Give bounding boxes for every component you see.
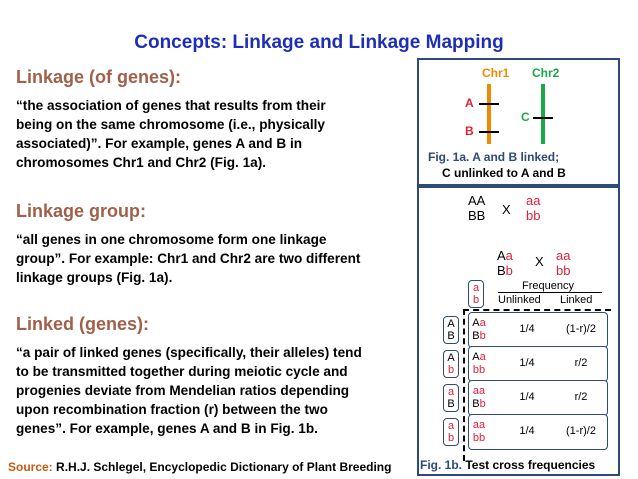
page-title: Concepts: Linkage and Linkage Mapping (134, 32, 504, 53)
section-heading-linkage-group: Linkage group: (16, 201, 146, 221)
gamete-row2-b: b (447, 364, 455, 376)
unlinked-freq-row4: 1/4 (519, 425, 535, 437)
linked-freq-row3: r/2 (574, 391, 588, 403)
body-line: genes”. For example, genes A and B in Fig. 1b. (16, 421, 318, 436)
table-row (468, 380, 608, 416)
fig-1b-caption-text: Test cross frequencies (465, 458, 596, 472)
section-heading-linked-genes: Linked (genes): (16, 314, 150, 334)
f1-genotype (497, 248, 513, 278)
f1-locus-a: Aa (497, 248, 513, 263)
unlinked-freq-row3: 1/4 (519, 391, 535, 403)
test-cross-symbol: X (535, 254, 544, 269)
body-line: chromosomes Chr1 and Chr2 (Fig. 1a). (16, 155, 267, 170)
section-heading-linkage: Linkage (of genes): (16, 67, 182, 87)
gamete-row3-a: a (447, 386, 455, 398)
source-label: Source: (8, 460, 53, 474)
body-line: progenies deviate from Mendelian ratios depending (16, 383, 350, 398)
gamete-row4-a: a (447, 420, 455, 432)
parent1-locus-b: BB (468, 208, 486, 223)
body-line: “the association of genes that results from their (16, 98, 326, 113)
section-body-linkage (16, 96, 411, 172)
tester-gamete-box (468, 280, 484, 308)
tester-locus-b: bb (556, 263, 571, 278)
body-line: being on the same chromosome (i.e., physically (16, 117, 325, 132)
col-unlinked-header: Unlinked (498, 294, 541, 306)
frequency-header: Frequency (522, 280, 574, 292)
gamete-row4-b: b (447, 432, 455, 444)
body-line: to be transmitted together during meiotic cycle and (16, 364, 348, 379)
tester-locus-a: aa (556, 248, 571, 263)
table-row (468, 312, 608, 348)
gamete-row2-a: A (447, 352, 455, 364)
gene-b-label: B (465, 124, 474, 138)
body-line: group”. For example: Chr1 and Chr2 are two different (16, 251, 361, 266)
linked-freq-row1: (1-r)/2 (566, 323, 596, 335)
source-text: R.H.J. Schlegel, Encyclopedic Dictionary of Plant Breeding (56, 460, 392, 474)
frequency-header-rule (498, 292, 602, 293)
chr1-bar (487, 84, 491, 144)
parent2-locus-b: bb (526, 208, 541, 223)
gamete-box-row1 (443, 316, 459, 344)
tester-gamete-b: b (472, 294, 480, 306)
cross-symbol: X (502, 202, 511, 217)
body-line: upon recombination fraction (r) between the two (16, 402, 328, 417)
tester-gamete-a: a (472, 282, 480, 294)
chr2-label: Chr2 (532, 66, 560, 80)
genotype-row4: aa bb (472, 419, 486, 444)
table-row (468, 346, 608, 382)
tester-genotype (556, 248, 570, 278)
gamete-box-row3 (443, 384, 459, 412)
body-line: “all genes in one chromosome form one linkage (16, 232, 327, 247)
parent1-genotype (468, 193, 485, 223)
col-linked-header: Linked (560, 294, 593, 306)
unlinked-freq-row1: 1/4 (519, 323, 535, 335)
body-line: linkage groups (Fig. 1a). (16, 270, 173, 285)
gamete-box-row4 (443, 418, 459, 446)
gene-c-locus (533, 117, 553, 119)
gene-c-label: C (521, 110, 530, 124)
gamete-row1-a: A (447, 318, 455, 330)
genotype-row2: Aa bb (472, 351, 486, 376)
chr1-label: Chr1 (482, 66, 510, 80)
parent1-locus-a: AA (468, 193, 486, 208)
linked-freq-row2: r/2 (574, 357, 588, 369)
gamete-row1-b: B (447, 330, 455, 342)
table-row (468, 414, 608, 450)
unlinked-freq-row2: 1/4 (519, 357, 535, 369)
linked-freq-row4: (1-r)/2 (566, 425, 596, 437)
parent2-locus-a: aa (526, 193, 541, 208)
genotype-row3: aa Bb (472, 385, 486, 410)
fig-1b-caption (420, 458, 595, 472)
f1-locus-b: Bb (497, 263, 513, 278)
body-line: associated)”. For example, genes A and B in (16, 136, 303, 151)
section-body-linked-genes (16, 343, 411, 438)
gene-a-locus (479, 103, 499, 105)
gamete-row3-b: B (447, 398, 455, 410)
fig-1a-caption-line1: Fig. 1a. A and B linked; (428, 150, 560, 164)
fig-1a-caption-line2: C unlinked to A and B (442, 166, 566, 180)
genotype-row1: Aa Bb (472, 317, 486, 342)
gene-a-label: A (465, 96, 474, 110)
fig-1b-caption-label: Fig. 1b. (420, 458, 462, 472)
chr2-bar (541, 84, 545, 144)
gamete-box-row2 (443, 350, 459, 378)
parent2-genotype (526, 193, 540, 223)
section-body-linkage-group (16, 230, 411, 287)
gene-b-locus (479, 131, 499, 133)
body-line: “a pair of linked genes (specifically, their alleles) tend (16, 345, 362, 360)
source-citation (8, 460, 391, 474)
